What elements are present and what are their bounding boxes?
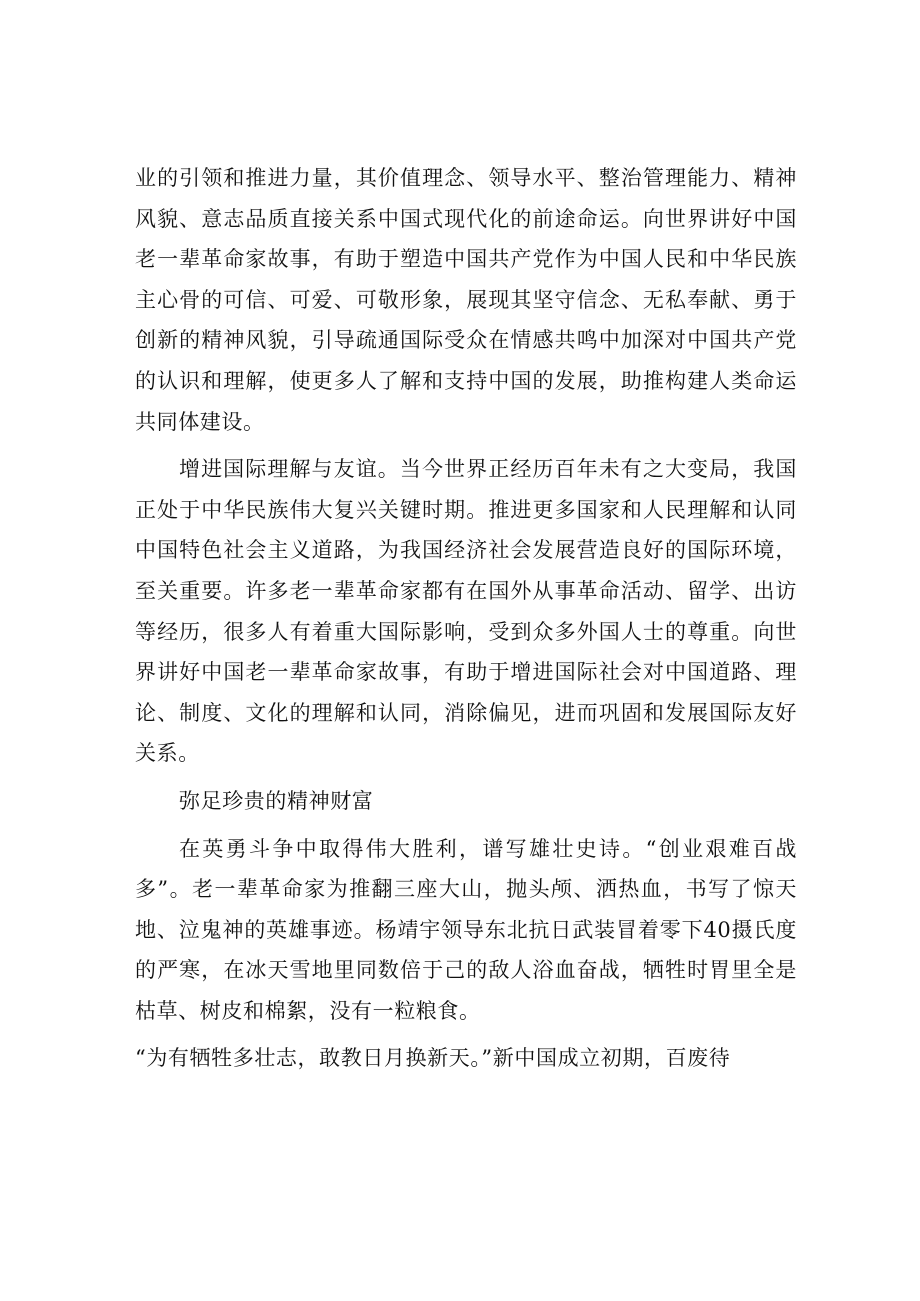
document-body [135, 158, 797, 1079]
paragraph-new-china: “为有牺牲多壮志，敢教日月换新天。”新中国成立初期，百废待 [135, 1046, 731, 1071]
paragraph-heroic-struggle: 在英勇斗争中取得伟大胜利，谱写雄壮史诗。“创业艰难百战多”。老一辈革命家为推翻三座大山，抛头颅、洒热血，书写了惊天地、泣鬼神的英雄事迹。杨靖宇领导东北抗日武装冒着零下40摄氏度的严寒，在冰天雪地里同数倍于己的敌人浴血奋战，牺牲时胃里全是枯草、树皮和棉絮，没有一粒粮食。 [135, 836, 797, 1023]
paragraph-international-understanding: 增进国际理解与友谊。当今世界正经历百年未有之大变局，我国正处于中华民族伟大复兴关键时期。推进更多国家和人民理解和认同中国特色社会主义道路，为我国经济社会发展营造良好的国际环境，至关重要。许多老一辈革命家都有在国外从事革命活动、留学、出访等经历，很多人有着重大国际影响，受到众多外国人士的尊重。向世界讲好中国老一辈革命家故事，有助于增进国际社会对中国道路、理论、制度、文化的理解和认同，消除偏见，进而巩固和发展国际友好关系。 [135, 457, 797, 766]
section-heading: 弥足珍贵的精神财富 [179, 788, 374, 813]
paragraph-party-image: 业的引领和推进力量，其价值理念、领导水平、整治管理能力、精神风貌、意志品质直接关系中国式现代化的前途命运。向世界讲好中国老一辈革命家故事，有助于塑造中国共产党作为中国人民和中华民族主心骨的可信、可爱、可敬形象，展现其坚守信念、无私奉献、勇于创新的精神风貌，引导疏通国际受众在情感共鸣中加深对中国共产党的认识和理解，使更多人了解和支持中国的发展，助推构建人类命运共同体建设。 [135, 166, 797, 434]
